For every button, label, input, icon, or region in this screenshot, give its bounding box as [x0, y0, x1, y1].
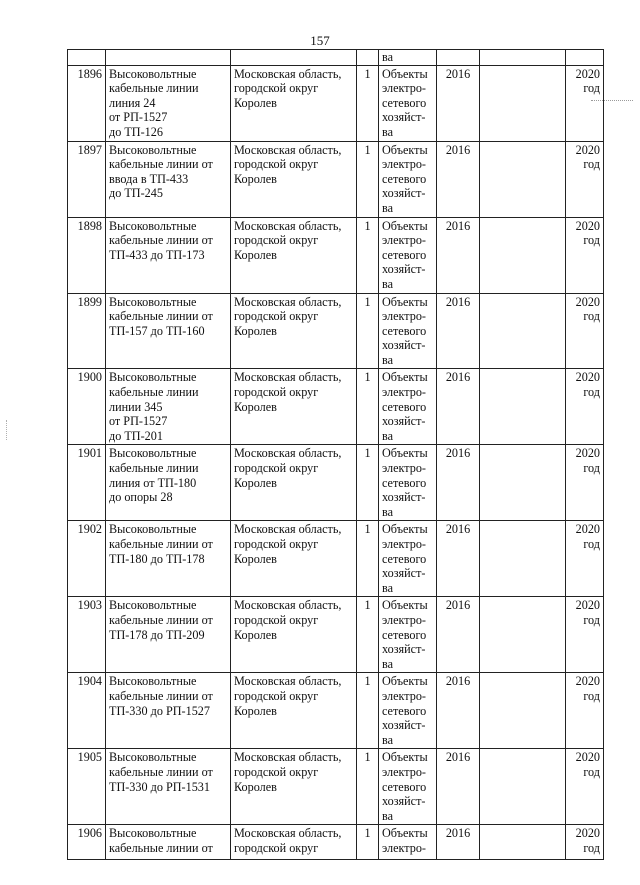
cell-location-line: городской округ: [234, 309, 319, 324]
cell-quantity: 1: [357, 597, 379, 673]
cell-name-line: кабельные линии от: [109, 612, 213, 627]
cell-category-line: Объекты: [382, 750, 428, 765]
table-row: [68, 293, 604, 369]
cell-category-line: хозяйст-: [382, 414, 426, 429]
cell-category-line: сетевого: [382, 551, 427, 566]
cell-plan: [566, 217, 604, 293]
cell-plan-line: год: [583, 385, 600, 400]
cell-plan-line: год: [583, 157, 600, 172]
cell-empty: [480, 50, 566, 66]
cell-name-line: Высоковольтные: [109, 750, 197, 765]
cell-category-line: ва: [382, 276, 394, 291]
cell-year: 2016: [437, 825, 480, 860]
cell-location-line: Московская область,: [234, 826, 342, 841]
cell-category-line: Объекты: [382, 598, 428, 613]
cell-name-line: от РП-1527: [109, 414, 168, 429]
cell-name: [106, 597, 231, 673]
cell-year: 2016: [437, 217, 480, 293]
cell-category-line: Объекты: [382, 370, 428, 385]
cell-plan: [566, 445, 604, 521]
cell-location: [231, 749, 357, 825]
cell-number: 1902: [68, 521, 106, 597]
registry-table: [67, 49, 604, 860]
cell-category-line: электро-: [382, 385, 426, 400]
cell-category-line: сетевого: [382, 171, 427, 186]
cell-name-line: Высоковольтные: [109, 826, 197, 841]
cell-name: [106, 825, 231, 860]
cell-name-line: ТП-178 до ТП-209: [109, 627, 205, 642]
cell-category-line: Объекты: [382, 294, 428, 309]
cell-plan-line: 2020: [575, 674, 600, 689]
cell-location-line: Московская область,: [234, 218, 342, 233]
cell-plan: [566, 597, 604, 673]
cell-number: 1899: [68, 293, 106, 369]
cell-category-line: Объекты: [382, 218, 428, 233]
cell-location: [231, 445, 357, 521]
cell-name-line: Высоковольтные: [109, 66, 197, 81]
cell-location: [231, 141, 357, 217]
table-row: [68, 749, 604, 825]
cell-name-line: Высоковольтные: [109, 446, 197, 461]
cell-location-line: Королев: [234, 779, 277, 794]
cell-quantity: 1: [357, 293, 379, 369]
cell-category-line: хозяйст-: [382, 186, 426, 201]
cell-category-line: электро-: [382, 612, 426, 627]
cell-category-line: ва: [382, 580, 394, 595]
cell-empty: [480, 673, 566, 749]
cell-category-line: сетевого: [382, 247, 427, 262]
cell-location-line: Московская область,: [234, 370, 342, 385]
cell-location-line: городской округ: [234, 157, 319, 172]
cell-plan-line: год: [583, 81, 600, 96]
cell-number: 1898: [68, 217, 106, 293]
cell-plan-line: 2020: [575, 522, 600, 537]
cell-quantity: 1: [357, 445, 379, 521]
cell-number: 1905: [68, 749, 106, 825]
cell-category-line: Объекты: [382, 446, 428, 461]
cell-location-line: Московская область,: [234, 294, 342, 309]
cell-category-line: Объекты: [382, 522, 428, 537]
cell-empty: [480, 65, 566, 141]
cell-category-line: сетевого: [382, 475, 427, 490]
cell-empty: [480, 597, 566, 673]
cell-category-line: электро-: [382, 537, 426, 551]
cell-location-line: Королев: [234, 627, 277, 642]
cell-location-line: городской округ: [234, 840, 319, 855]
cell-category-line: электро-: [382, 233, 426, 248]
cell-category: [379, 597, 437, 673]
cell-name-line: кабельные линии от: [109, 157, 213, 172]
cell-location-line: Королев: [234, 247, 277, 262]
cell-plan-line: 2020: [575, 294, 600, 309]
table-row: [68, 141, 604, 217]
cell-category-line: электро-: [382, 309, 426, 324]
cell-category-line: ва: [382, 200, 394, 215]
cell-empty: [480, 293, 566, 369]
cell-category-line: Объекты: [382, 142, 428, 157]
cell-plan: [566, 369, 604, 445]
cell-number: 1900: [68, 369, 106, 445]
cell-name-line: Высоковольтные: [109, 218, 197, 233]
cell-plan-line: 2020: [575, 218, 600, 233]
cell-quantity: 1: [357, 369, 379, 445]
cell-name: [106, 65, 231, 141]
cell-name: [106, 673, 231, 749]
cell-number: 1906: [68, 825, 106, 860]
cell-location-line: Королев: [234, 475, 277, 490]
table-row: [68, 521, 604, 597]
cell-name-line: кабельные линии от: [109, 233, 213, 248]
cell-category-line: электро-: [382, 157, 426, 172]
cell-plan: [566, 141, 604, 217]
cell-name: [106, 50, 231, 66]
cell-name-line: ТП-180 до ТП-178: [109, 551, 205, 566]
cell-year: 2016: [437, 445, 480, 521]
cell-name-line: Высоковольтные: [109, 598, 197, 613]
cell-location-line: Московская область,: [234, 446, 342, 461]
cell-name: [106, 749, 231, 825]
cell-name-line: Высоковольтные: [109, 294, 197, 309]
cell-category-line: Объекты: [382, 826, 428, 841]
cell-plan-line: 2020: [575, 826, 600, 841]
cell-quantity: [357, 50, 379, 66]
cell-name-line: Высоковольтные: [109, 674, 197, 689]
cell-name-line: кабельные линии: [109, 385, 199, 400]
cell-name-line: ТП-157 до ТП-160: [109, 323, 205, 338]
cell-category-line: ва: [382, 352, 394, 367]
cell-name-line: Высоковольтные: [109, 522, 197, 537]
cell-year: 2016: [437, 369, 480, 445]
cell-name-line: кабельные линии от: [109, 764, 213, 779]
cell-plan-line: год: [583, 461, 600, 476]
cell-category: [379, 749, 437, 825]
cell-category-line: электро-: [382, 840, 426, 855]
cell-location: [231, 825, 357, 860]
cell-plan: [566, 521, 604, 597]
cell-category-line: хозяйст-: [382, 490, 426, 505]
cell-location-line: Московская область,: [234, 750, 342, 765]
cell-number: 1901: [68, 445, 106, 521]
cell-plan: [566, 825, 604, 860]
cell-name-line: от РП-1527: [109, 110, 168, 125]
page-number: 157: [310, 33, 330, 48]
cell-category-line: электро-: [382, 81, 426, 96]
cell-year: 2016: [437, 65, 480, 141]
cell-empty: [480, 369, 566, 445]
table-row: [68, 217, 604, 293]
cell-location-line: Королев: [234, 95, 277, 110]
cell-location-line: городской округ: [234, 385, 319, 400]
cell-location-line: городской округ: [234, 612, 319, 627]
cell-name-line: кабельные линии от: [109, 688, 213, 703]
cell-name-line: ввода в ТП-433: [109, 171, 189, 186]
cell-empty: [480, 217, 566, 293]
cell-name-line: Высоковольтные: [109, 370, 197, 385]
cell-location: [231, 293, 357, 369]
cell-empty: [480, 141, 566, 217]
cell-category-line: сетевого: [382, 323, 427, 338]
cell-plan-line: год: [583, 764, 600, 779]
cell-name-line: линия от ТП-180: [109, 475, 197, 490]
cell-category: [379, 65, 437, 141]
table-row: [68, 369, 604, 445]
cell-name: [106, 217, 231, 293]
cell-category: [379, 673, 437, 749]
cell-category-line: хозяйст-: [382, 718, 426, 733]
cell-category-line: сетевого: [382, 95, 427, 110]
cell-category-line: ва: [382, 732, 394, 747]
cell-name-line: ТП-433 до ТП-173: [109, 247, 205, 262]
cell-location-line: Московская область,: [234, 522, 342, 537]
cell-category-line: хозяйст-: [382, 262, 426, 277]
cell-year: 2016: [437, 749, 480, 825]
cell-location-line: городской округ: [234, 81, 319, 96]
cell-name-line: кабельные линии от: [109, 309, 213, 324]
cell-plan-line: 2020: [575, 446, 600, 461]
cell-location: [231, 597, 357, 673]
scan-artifact: [6, 420, 9, 440]
cell-name-line: до ТП-245: [109, 186, 163, 201]
cell-quantity: 1: [357, 141, 379, 217]
cell-location: [231, 521, 357, 597]
cell-location: [231, 673, 357, 749]
cell-category: [379, 445, 437, 521]
cell-location-line: городской округ: [234, 688, 319, 703]
cell-category-line: хозяйст-: [382, 642, 426, 657]
table-row: [68, 673, 604, 749]
cell-category-line: Объекты: [382, 66, 428, 81]
cell-quantity: 1: [357, 217, 379, 293]
cell-category-line: сетевого: [382, 399, 427, 414]
cell-category: [379, 217, 437, 293]
cell-location-line: Московская область,: [234, 66, 342, 81]
cell-category-line: электро-: [382, 461, 426, 476]
cell-category-line: электро-: [382, 688, 426, 703]
cell-plan-line: 2020: [575, 750, 600, 765]
cell-category-line: ва: [382, 808, 394, 823]
cell-empty: [480, 445, 566, 521]
table-row: [68, 65, 604, 141]
cell-plan: [566, 65, 604, 141]
cell-category-line: сетевого: [382, 703, 427, 718]
cell-category: [379, 293, 437, 369]
cell-name-line: кабельные линии от: [109, 537, 213, 551]
cell-quantity: 1: [357, 521, 379, 597]
cell-plan-line: год: [583, 537, 600, 551]
cell-category-line: хозяйст-: [382, 566, 426, 581]
cell-location-line: Королев: [234, 703, 277, 718]
cell-number: 1896: [68, 65, 106, 141]
cell-location-line: городской округ: [234, 233, 319, 248]
cell-category-line: Объекты: [382, 674, 428, 689]
cell-location-line: Московская область,: [234, 142, 342, 157]
cell-location-line: городской округ: [234, 764, 319, 779]
cell-category-line: ва: [382, 428, 394, 443]
cell-empty: [480, 749, 566, 825]
cell-location-line: Королев: [234, 171, 277, 186]
cell-number: 1903: [68, 597, 106, 673]
cell-plan-line: год: [583, 233, 600, 248]
cell-name-line: кабельные линии: [109, 461, 199, 476]
cell-location-line: Московская область,: [234, 674, 342, 689]
cell-plan-line: год: [583, 840, 600, 855]
cell-category-line: электро-: [382, 764, 426, 779]
cell-year: 2016: [437, 597, 480, 673]
cell-category-line: сетевого: [382, 627, 427, 642]
cell-location: [231, 50, 357, 66]
cell-plan: [566, 749, 604, 825]
cell-plan: [566, 673, 604, 749]
cell-plan-line: 2020: [575, 598, 600, 613]
cell-plan-line: 2020: [575, 66, 600, 81]
cell-category-line: сетевого: [382, 779, 427, 794]
cell-category-line: хозяйст-: [382, 794, 426, 809]
cell-location-line: Королев: [234, 551, 277, 566]
cell-location-line: городской округ: [234, 461, 319, 476]
cell-location: [231, 217, 357, 293]
cell-number: [68, 50, 106, 66]
cell-name: [106, 369, 231, 445]
cell-name: [106, 293, 231, 369]
cell-plan-line: 2020: [575, 142, 600, 157]
cell-year: 2016: [437, 673, 480, 749]
cell-name-line: ТП-330 до РП-1527: [109, 703, 210, 718]
cell-empty: [480, 825, 566, 860]
cell-category: [379, 141, 437, 217]
cell-plan-line: год: [583, 612, 600, 627]
cell-category: ва: [379, 50, 437, 66]
cell-name-line: линии 345: [109, 399, 163, 414]
cell-name-line: кабельные линии: [109, 81, 199, 96]
cell-name-line: до опоры 28: [109, 490, 173, 505]
cell-number: 1897: [68, 141, 106, 217]
cell-category: [379, 521, 437, 597]
cell-category-line: хозяйст-: [382, 338, 426, 353]
cell-year: 2016: [437, 141, 480, 217]
table-row: [68, 597, 604, 673]
cell-year: [437, 50, 480, 66]
cell-plan-line: год: [583, 309, 600, 324]
cell-category: [379, 825, 437, 860]
cell-name-line: до ТП-201: [109, 428, 163, 443]
cell-plan-line: 2020: [575, 370, 600, 385]
cell-year: 2016: [437, 521, 480, 597]
cell-name: [106, 445, 231, 521]
cell-location: [231, 65, 357, 141]
cell-category-line: ва: [382, 124, 394, 139]
cell-location-line: Королев: [234, 399, 277, 414]
cell-location-line: Московская область,: [234, 598, 342, 613]
cell-plan: [566, 293, 604, 369]
cell-location-line: городской округ: [234, 537, 319, 551]
cell-location: [231, 369, 357, 445]
table-body: [68, 50, 604, 860]
cell-quantity: 1: [357, 825, 379, 860]
continuation-row: [68, 50, 604, 66]
cell-quantity: 1: [357, 65, 379, 141]
cell-plan: [566, 50, 604, 66]
cell-year: 2016: [437, 293, 480, 369]
cell-name-line: Высоковольтные: [109, 142, 197, 157]
cell-category: [379, 369, 437, 445]
table-row: [68, 445, 604, 521]
cell-category-line: ва: [382, 504, 394, 519]
cell-quantity: 1: [357, 749, 379, 825]
cell-location-line: Королев: [234, 323, 277, 338]
cell-category-line: хозяйст-: [382, 110, 426, 125]
cell-empty: [480, 521, 566, 597]
cell-number: 1904: [68, 673, 106, 749]
cell-quantity: 1: [357, 673, 379, 749]
cell-category-line: ва: [382, 656, 394, 671]
table-row: [68, 825, 604, 860]
cell-name: [106, 141, 231, 217]
cell-name: [106, 521, 231, 597]
cell-name-line: кабельные линии от: [109, 840, 213, 855]
cell-plan-line: год: [583, 688, 600, 703]
cell-name-line: до ТП-126: [109, 124, 163, 139]
cell-name-line: линия 24: [109, 95, 156, 110]
cell-name-line: ТП-330 до РП-1531: [109, 779, 210, 794]
